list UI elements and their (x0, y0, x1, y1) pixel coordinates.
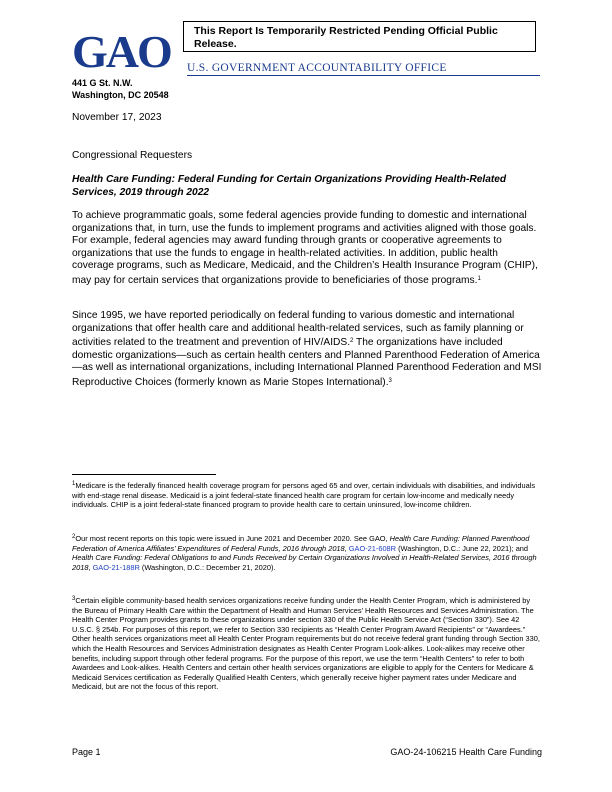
footnote-2-title-2: Health Care Funding: Federal Obligations to and Funds Received by Certain Organizations Involved in Health-Related Services, 2016 through 2018 (72, 553, 537, 572)
paragraph-1-text: To achieve programmatic goals, some federal agencies provide funding to domestic and international organizations that, in turn, use the funds to implement programs and activities aligned with those goals. For example, federal agencies may award funding through grants or cooperative agreements to organizations that use the funds to engage in health-related activities. In addition, public health coverage programs, such as Medicare, Medicaid, and the Children’s Health Insurance Program (CHIP), may pay for certain services that organizations provide to beneficiaries of those programs. (72, 210, 538, 286)
restriction-notice-box (183, 21, 536, 52)
footnote-2-number: 2 (72, 534, 76, 540)
agency-rule (187, 75, 540, 76)
gao-21-608r-link[interactable]: GAO-21-608R (348, 543, 397, 553)
footnote-3 (72, 595, 542, 692)
footnote-2-text-1: Our most recent reports on this topic were issued in June 2021 and December 2020. See GAO, (75, 534, 390, 543)
paragraph-2 (72, 310, 542, 389)
gao-logo: GAO (72, 26, 171, 77)
gao-21-188r-link[interactable]: GAO-21-188R (92, 562, 140, 572)
report-number: GAO-24-106215 Health Care Funding (390, 747, 542, 757)
footnote-2: $^2$Our most recent reports on this topic were issued in June 2021 and December 2020. See GAO, Health Care Funding: Planned Parenthood Federation of America Affiliates’ Expenditures of Federal Funds, 2016 through 2018, GAO-21-608R (Washington, D.C.: June 22, 2021); and Health Care Funding: Federal Obligations to and Funds Received by Certain Organizations Involved in Health-Related Services, 2016 through 2018, GAO-21-188R (Washington, D.C.: December 21, 2020). (72, 534, 537, 572)
letter-date: November 17, 2023 (72, 112, 162, 123)
agency-name: U.S. GOVERNMENT ACCOUNTABILITY OFFICE (187, 62, 447, 74)
footnote-1 (72, 480, 542, 510)
footnote-3-number: 3 (72, 596, 76, 602)
footnote-ref-2: 2 (350, 338, 354, 344)
footnote-ref-1: 1 (477, 275, 481, 282)
mailing-address (72, 78, 169, 101)
footnote-3-text: Certain eligible community-based health services organizations receive funding under the Health Center Program, which is administered by the Bureau of Primary Health Care within the Department of Health and Human Services’ Health Resources and Services Administration. The Health Center Program provides grants to these organizations under section 330 of the Public Health Service Act (“Section 330”). See 42 U.S.C. § 254b. For purposes of this report, we refer to Section 330 recipients as “Health Center Program Award Recipients” or “Awardees.” Other health services organizations meet all Health Center Program requirements but do not receive federal grant funding through Section 330, which the Health Resources and Services Administration designates as Health Center Program Look-alikes. Look-alikes may receive other benefits, including support through other federal programs. For the purpose of this report, we use the term “Health Centers” to refer to both Awardees and Look-alikes. Health Centers and certain other health services organizations are eligible to apply for the Centers for Medicare & Medicaid Services certification as Federally Qualified Health Centers, which generally receive higher payment rates under Medicare and Medicaid, but are not the focus of this report. (72, 596, 540, 692)
footnote-2-text-3: (Washington, D.C.: December 21, 2020). (139, 562, 276, 572)
footnote-separator (72, 474, 216, 475)
addressee: Congressional Requesters (72, 150, 193, 161)
footnote-1-text: Medicare is the federally financed health coverage program for persons aged 65 and over, certain individuals with disabilities, and individuals with end-stage renal disease. Medicaid is a joint federal-state financed health care program for certain low-income and medically needy individuals. CHIP is a joint federal-state financed program to provide health care to certain uninsured, low-income children. (72, 481, 536, 510)
footnote-2-title-1: Health Care Funding: Planned Parenthood Federation of America Affiliates’ Expenditures of Federal Funds, 2016 through 2018 (72, 534, 530, 553)
footnote-ref-3: 3 (388, 377, 392, 384)
footnote-2-text-2: (Washington, D.C.: June 22, 2021); and (396, 543, 529, 553)
footnote-1-number: 1 (72, 481, 76, 487)
restriction-notice-text: This Report Is Temporarily Restricted Pending Official Public Release. (194, 25, 498, 50)
subject-line: Health Care Funding: Federal Funding for Certain Organizations Providing Health-Related Services, 2019 through 2022 (72, 174, 507, 198)
address-line2: Washington, DC 20548 (72, 89, 169, 100)
page-number: Page 1 (72, 747, 101, 757)
paragraph-2-text-a: Since 1995, we have reported periodically on federal funding to various domestic and international organizations that offer health care and additional health-related services, such as family planning or activities related to the treatment and prevention of HIV/AIDS. (72, 310, 524, 348)
address-line1: 441 G St. N.W. (72, 78, 133, 88)
paragraph-1 (72, 210, 542, 287)
paragraph-2-text-b: The organizations have included domestic organizations—such as certain health centers and Planned Parenthood Federation of America—as well as international organizations, including International Planned Parenthood Federation and MSI Reproductive Choices (formerly known as Marie Stopes International). (72, 337, 542, 388)
